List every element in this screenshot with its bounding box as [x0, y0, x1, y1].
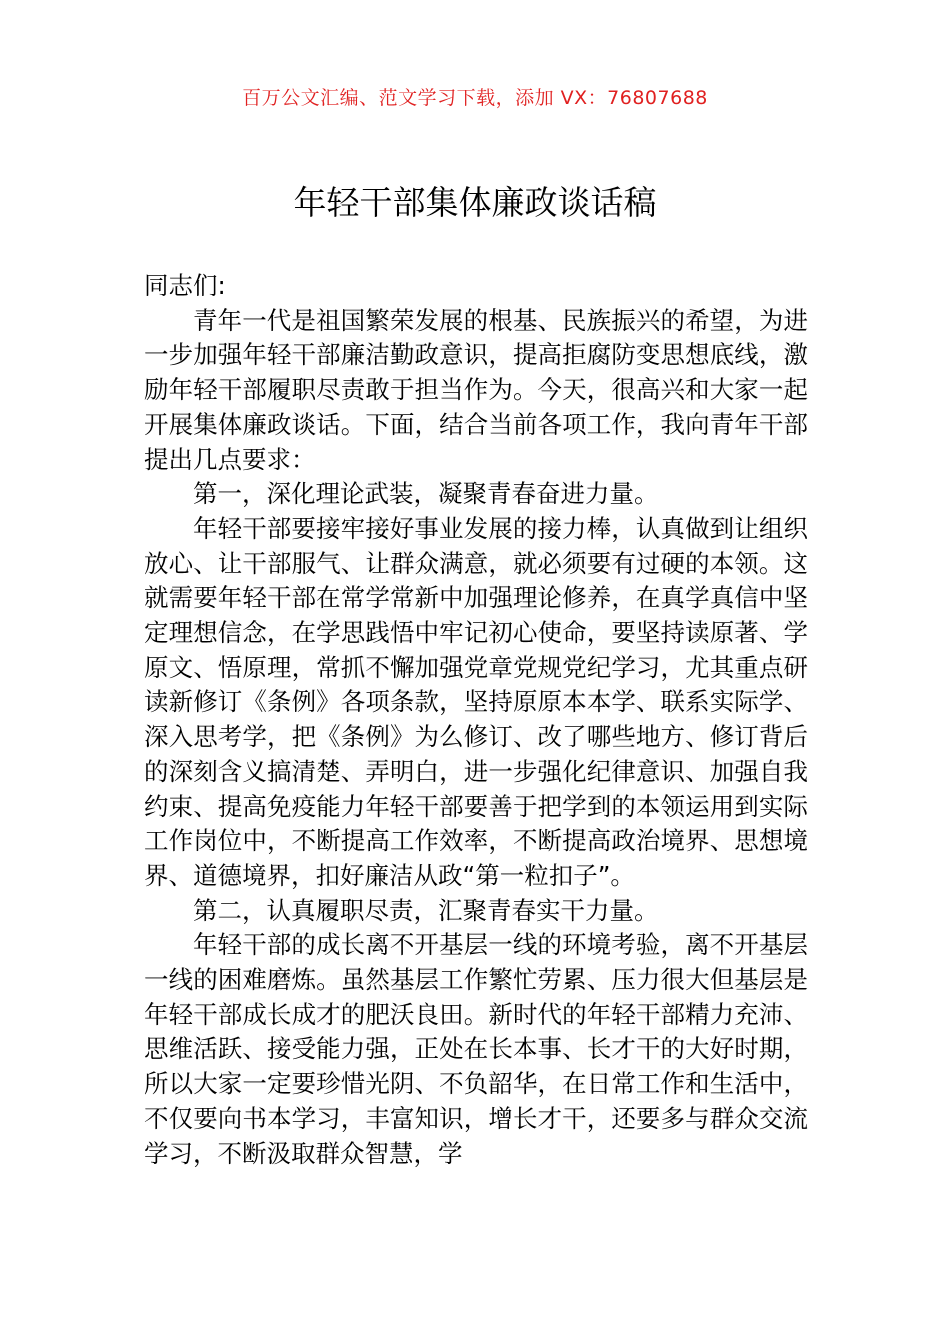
section-heading-2: 第二，认真履职尽责，汇聚青春实干力量。	[193, 895, 659, 925]
header-note: 百万公文汇编、范文学习下载，添加 VX：76807688	[242, 87, 708, 109]
salutation: 同志们:	[144, 271, 226, 300]
paragraph-section-2: 年轻干部的成长离不开基层一线的环境考验，离不开基层一线的困难磨炼。虽然基层工作繁忙劳累、压力很大但基层是年轻干部成长成才的肥沃良田。新时代的年轻干部精力充沛、思维活跃、接受能力强，正处在长本事、长才干的大好时期，所以大家一定要珍惜光阴、不负韶华，在日常工作和生活中，不仅要向书本学习，丰富知识，增长才干，还要多与群众交流学习，不断汲取群众智慧，学	[144, 930, 808, 1168]
paragraph-intro: 青年一代是祖国繁荣发展的根基、民族振兴的希望，为进一步加强年轻干部廉洁勤政意识，提高拒腐防变思想底线，激励年轻干部履职尽责敢于担当作为。今天，很高兴和大家一起开展集体廉政谈话。下面，结合当前各项工作，我向青年干部提出几点要求：	[144, 305, 808, 474]
paragraph-section-1: 年轻干部要接牢接好事业发展的接力棒，认真做到让组织放心、让干部服气、让群众满意，就必须要有过硬的本领。这就需要年轻干部在常学常新中加强理论修养，在真学真信中坚定理想信念，在学思践悟中牢记初心使命，要坚持读原著、学原文、悟原理，常抓不懈加强党章党规党纪学习，尤其重点研读新修订《条例》各项条款，坚持原原本本学、联系实际学、深入思考学，把《条例》为么修订、改了哪些地方、修订背后的深刻含义搞清楚、弄明白，进一步强化纪律意识、加强自我约束、提高免疫能力年轻干部要善于把学到的本领运用到实际工作岗位中，不断提高工作效率，不断提高政治境界、思想境界、道德境界，扣好廉洁从政“第一粒扣子”。	[144, 513, 808, 890]
document-body	[144, 269, 808, 1171]
document-title: 年轻干部集体廉政谈话稿	[293, 183, 657, 222]
section-heading-1: 第一，深化理论武装，凝聚青春奋进力量。	[193, 479, 659, 509]
